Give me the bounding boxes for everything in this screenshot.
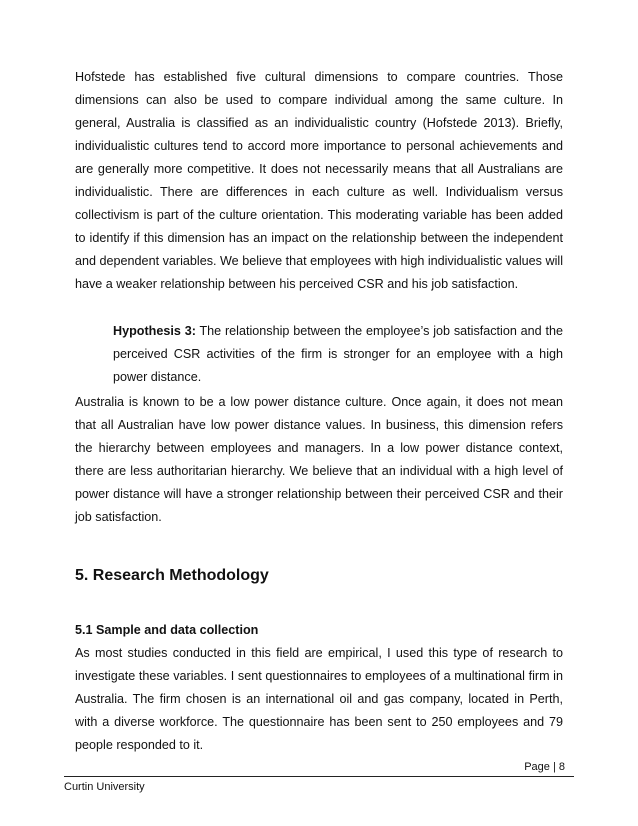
- hypothesis-text: The relationship between the employee’s job satisfaction and the perceived CSR activities of the firm is stronger for an employee with a high power distance.: [113, 324, 563, 384]
- footer-divider: [64, 776, 574, 777]
- hypothesis-3: [113, 320, 563, 389]
- hypothesis-label: Hypothesis 3:: [113, 324, 196, 338]
- section-heading: 5. Research Methodology: [75, 567, 269, 584]
- footer-institution: Curtin University: [64, 781, 145, 793]
- paragraph-power-distance: Australia is known to be a low power distance culture. Once again, it does not mean that all Australian have low power distance values. In business, this dimension refers the hierarchy between employees and managers. In a low power distance context, there are less authoritarian hierarchy. We believe that an individual with a high level of power distance will have a stronger relationship between their perceived CSR and their job satisfaction.: [75, 395, 563, 524]
- paragraph-individualism: Hofstede has established five cultural dimensions to compare countries. Those dimensions can also be used to compare individual among the same culture. In general, Australia is classified as an individualistic country (Hofstede 2013). Briefly, individualistic cultures tend to accord more importance to personal achievements and are generally more competitive. It does not necessarily means that all Australians are individualistic. There are differences in each culture as well. Individualism versus collectivism is part of the culture orientation. This moderating variable has been added to identify if this dimension has an impact on the relationship between the independent and dependent variables. We believe that employees with high individualistic values will have a weaker relationship between his perceived CSR and his job satisfaction.: [75, 70, 563, 291]
- paragraph-sample: As most studies conducted in this field are empirical, I used this type of research to investigate these variables. I sent questionnaires to employees of a multinational firm in Australia. The firm chosen is an international oil and gas company, located in Perth, with a diverse workforce. The questionnaire has been sent to 250 employees and 79 people responded to it.: [75, 646, 563, 752]
- page-number: Page | 8: [524, 761, 565, 773]
- subsection-heading: 5.1 Sample and data collection: [75, 623, 259, 637]
